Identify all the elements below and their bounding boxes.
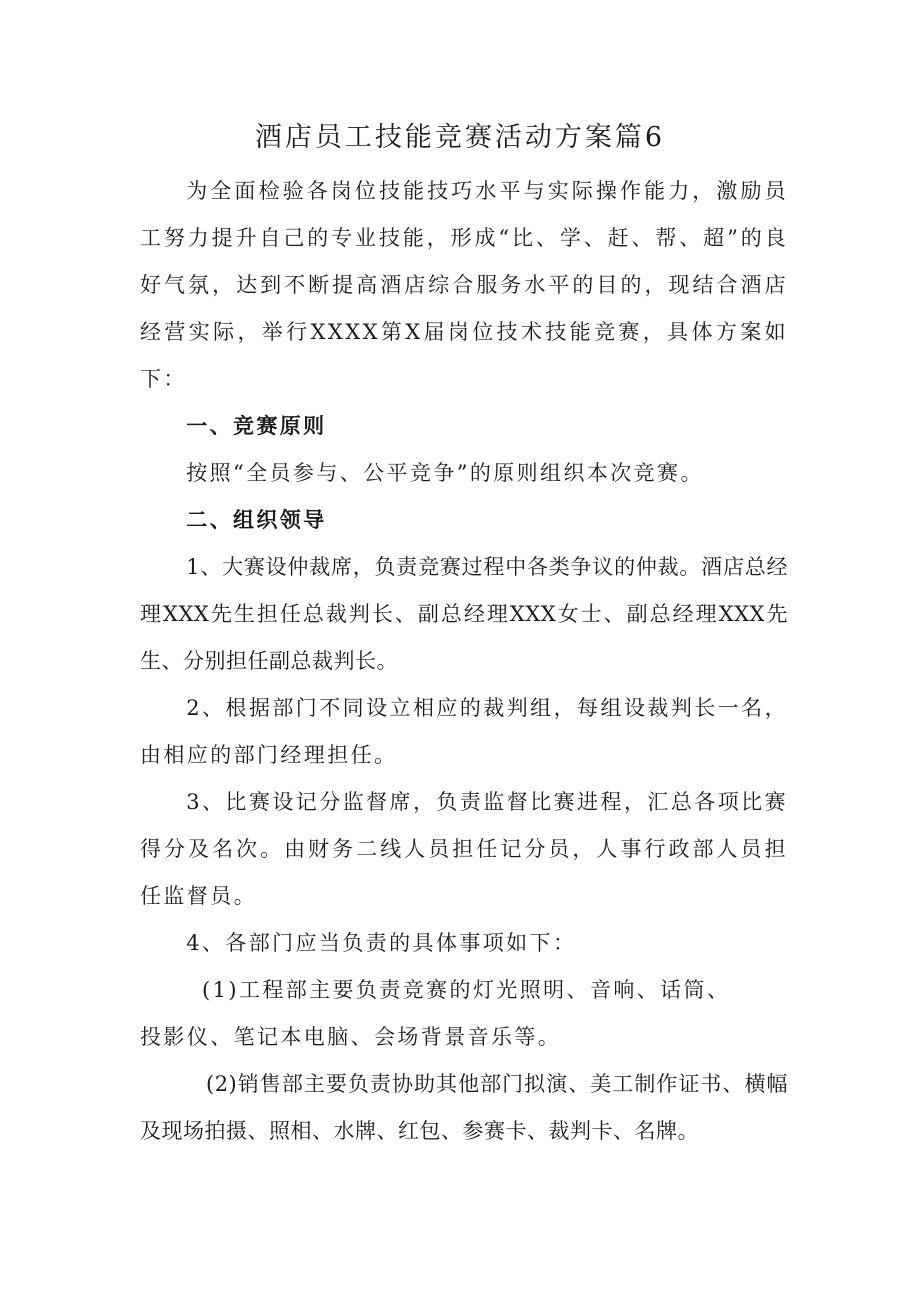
duty-item-1-line-2: 投影仪、笔记本电脑、会场背景音乐等。	[140, 1025, 562, 1049]
organization-paragraph-3: 3、比赛设记分监督席，负责监督比赛进程，汇总各项比赛得分及名次。由财务二线人员担任记分员，人事行政部人员担任监督员。	[140, 790, 788, 908]
duty-item-2	[140, 1061, 788, 1155]
organization-paragraph-1: 1、大赛设仲裁席，负责竞赛过程中各类争议的仲裁。酒店总经理XXX先生担任总裁判长、副总经理XXX女士、副总经理XXX先生、分别担任副总裁判长。	[140, 555, 788, 673]
intro-paragraph: 为全面检验各岗位技能技巧水平与实际操作能力，激励员工努力提升自己的专业技能，形成“比、学、赶、帮、超”的良好气氛，达到不断提高酒店综合服务水平的目的，现结合酒店经营实际，举行XXXX第X届岗位技术技能竞赛，具体方案如下：	[140, 179, 788, 391]
organization-paragraph-4: 4、各部门应当负责的具体事项如下：	[186, 931, 577, 955]
section-heading-principle: 一、竞赛原则	[186, 414, 327, 438]
section-heading-organization: 二、组织领导	[186, 508, 327, 532]
document-title: 酒店员工技能竞赛活动方案篇6	[254, 122, 666, 153]
duty-item-2-text: (2)销售部主要负责协助其他部门拟演、美工制作证书、横幅及现场拍摄、照相、水牌、红包、参赛卡、裁判卡、名牌。	[140, 1072, 788, 1143]
organization-paragraph-2: 2、根据部门不同设立相应的裁判组，每组设裁判长一名，由相应的部门经理担任。	[140, 696, 788, 767]
document-body	[140, 168, 788, 1155]
duty-item-1-line-1: (1)工程部主要负责竞赛的灯光照明、音响、话筒、	[202, 978, 731, 1002]
principle-paragraph: 按照“全员参与、公平竞争”的原则组织本次竞赛。	[186, 461, 704, 485]
